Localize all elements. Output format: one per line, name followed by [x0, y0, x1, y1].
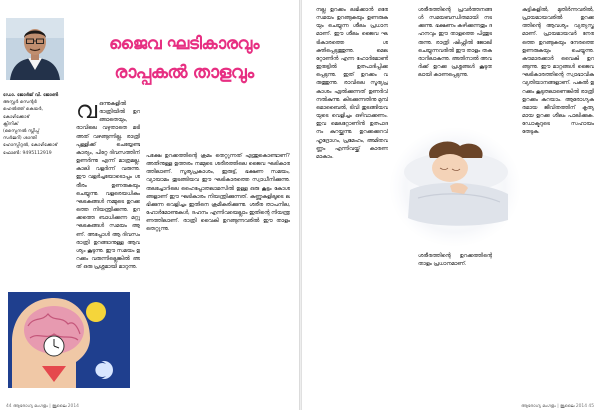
- author-detail: അസ്റ്റർ സെന്റർ: [3, 100, 37, 106]
- title-line-2: രാപ്പകൽ താളവും: [114, 62, 254, 83]
- body-column-2: [146, 152, 290, 402]
- body-column-4: [418, 6, 492, 122]
- author-detail: ഫോൺ: 9495112919: [3, 150, 52, 156]
- body-column-6: [522, 6, 594, 402]
- title-line-1: ജൈവ ഘടികാരവും: [109, 34, 259, 54]
- author-detail: ഹോസ്പിറ്റൽ, കോഴിക്കോട്: [3, 143, 58, 149]
- sleeping-person-photo: [390, 128, 520, 246]
- drop-cap: വ: [76, 100, 98, 124]
- author-detail: കോഴിക്കോട്: [3, 114, 30, 120]
- page-footer-left: 44 ആരോഗ്യ മംഗളം | ജൂലൈ 2014: [6, 404, 79, 409]
- body-column-1: [76, 100, 140, 292]
- body-text: പക്ഷേ ഉറക്കത്തിന്റെ ക്രമം തെറ്റുന്നത് എന്തുകൊണ്ടാണ്? അതിനുള്ള ഉത്തരം നമ്മുടെ ശരീരത്തിലെ ജൈവ ഘടികാരത്തിലാണ്. സൂര്യപ്രകാശം, ഇരുട്ട്, ഭക്ഷണ സമയം, വ്യായാമം തുടങ്ങിയവ ഈ ഘടികാരത്തെ സ്വാധീനിക്കുന്നു. തലച്ചോറിലെ ഹൈപ്പോതലാമസിൽ ഉള്ള ഒരു കൂട്ടം കോശങ്ങളാണ് ഈ ഘടികാരം നിയന്ത്രിക്കുന്നത്. കണ്ണുകളിലൂടെ ലഭിക്കുന്ന വെളിച്ചം ഇതിനെ ക്രമീകരിക്കുന്നു. ശരീര താപനില, ഹോർമോണുകൾ, ദഹനം എന്നിവയെല്ലാം ഇതിന്റെ നിയന്ത്രണത്തിലാണ്. രാത്രി വൈകി ഉറങ്ങുന്നവരിൽ ഈ താളം തെറ്റുന്നു.: [146, 153, 290, 233]
- author-byline: [3, 92, 71, 157]
- page-footer-right: ആരോഗ്യ മംഗളം | ജൂലൈ 2014 45: [521, 404, 594, 409]
- body-column-3: [316, 6, 388, 240]
- author-name: ഡോ. ജോർജ് വി. ജോൺ: [3, 93, 59, 98]
- body-text: ശരീരത്തിന്റെ പ്രവർത്തനങ്ങൾ സമയബന്ധിതമായി നടക്കുന്നു. ഭക്ഷണം കഴിക്കുന്നതും ദഹനവും ഈ താളത്തെ പിന്തുടരുന്നു. രാത്രി ഷിഫ്റ്റിൽ ജോലി ചെയ്യുന്നവരിൽ ഈ താളം തകരാറിലാകുന്നു. അതിനാൽ അവർക്ക് ഉറക്ക പ്രശ്നങ്ങൾ കൂടുതലായി കാണപ്പെടുന്നു.: [418, 7, 492, 79]
- author-photo: [6, 18, 64, 80]
- body-text: ഒന്നുകളിൽ രാത്രിയിൽ ഉറങ്ങാതെയും, രാവിലെ വഴുതാതെ മടി അത് വഴങ്ങുന്നില്ല. രാത്രി പുള്ളിക്ക് ചെയ്യേണ്ട കാര്യം, പിറ്റേ ദിവസത്തിന് ഉണർന്നു എന്ന് മാത്രമല്ല. കാലി വളർന്ന് വരുന്നു. ഈ വളർച്ചയോടൊപ്പം ശരീരം ഉണരുകയും ചെയ്യുന്നു. വളരെയധികം ഘടകങ്ങൾ നമ്മുടെ ഉറക്കത്തെ നിയന്ത്രിക്കുന്നു. ഉറക്കത്തെ ബാധിക്കുന്ന മറ്റു ഘടകങ്ങൾ സമയം ആണ്. അപ്പോൾ ആ ദിവസം രാത്രി ഉറങ്ങാനുള്ള ആവശ്യം കൂടുന്നു. ഈ സമയം ഉറക്കം വരുന്നില്ലെങ്കിൽ അത് ഒരു പ്രശ്നമായി മാറുന്നു.: [76, 101, 140, 271]
- right-page: [302, 0, 600, 410]
- brain-clock-illustration: [8, 292, 130, 388]
- author-detail: (സ്പൈനൽ സ്ലീപ്പ്: [3, 129, 40, 135]
- author-detail: ക്ലിനിക്: [3, 121, 19, 127]
- body-text: കുട്ടികളിൽ, മുതിർന്നവരിൽ, പ്രായമായവരിൽ ഉറക്കത്തിന്റെ ആവശ്യം വ്യത്യസ്തമാണ്. പ്രായമായവർ നേരത്തെ ഉറങ്ങുകയും നേരത്തെ ഉണരുകയും ചെയ്യുന്നു. കൗമാരക്കാർ വൈകി ഉറങ്ങുന്നു. ഈ മാറ്റങ്ങൾ ജൈവ ഘടികാരത്തിന്റെ സ്വാഭാവിക വ്യതിയാനങ്ങളാണ്. പകൽ ഉറക്കം കൂടുതലാണെങ്കിൽ രാത്രി ഉറക്കം കുറയാം. ആരോഗ്യകരമായ ജീവിതത്തിന് കൃത്യമായ ഉറക്ക ശീലം പാലിക്കുക. ഡോക്ടറുടെ സഹായം തേടുക.: [522, 7, 594, 136]
- article-title: [98, 30, 270, 88]
- body-text-continued: ശരീരത്തിന്റെ ഉറക്കത്തിന്റെ താളം പ്രധാനമാണ്.: [418, 253, 492, 268]
- body-text: നല്ല ഉറക്കം ലഭിക്കാൻ ഒരേ സമയം ഉറങ്ങുകയും ഉണരുകയും ചെയ്യുന്ന ശീലം പ്രധാനമാണ്. ഈ ശീലം ജൈവ ഘടികാരത്തെ ശക്തിപ്പെടുത്തുന്നു. മെലറ്റോണിൻ എന്ന ഹോർമോൺ ഇരുട്ടിൽ ഉത്പാദിപ്പിക്കപ്പെടുന്നു. ഇത് ഉറക്കം വരുത്തുന്നു. രാവിലെ സൂര്യപ്രകാശം ഏൽക്കുന്നത് ഉണർവ് നൽകുന്നു. കിടക്കുന്നതിനു മുമ്പ് മൊബൈൽ, ടിവി തുടങ്ങിയവയുടെ വെളിച്ചം ഒഴിവാക്കണം. ഇവ മെലറ്റോണിൻ ഉത്പാദനം കുറയ്ക്കുന്നു. ഉറക്കക്കുറവ് ഹൃദ്രോഗം, പ്രമേഹം, അമിതവണ്ണം എന്നിവയ്ക്ക് കാരണമാകാം.: [316, 7, 388, 160]
- author-detail: സർജറി) ശാന്തി: [3, 136, 37, 142]
- author-detail: ഹെൽത്ത് കെയർ,: [3, 107, 43, 113]
- body-column-5: [418, 252, 492, 402]
